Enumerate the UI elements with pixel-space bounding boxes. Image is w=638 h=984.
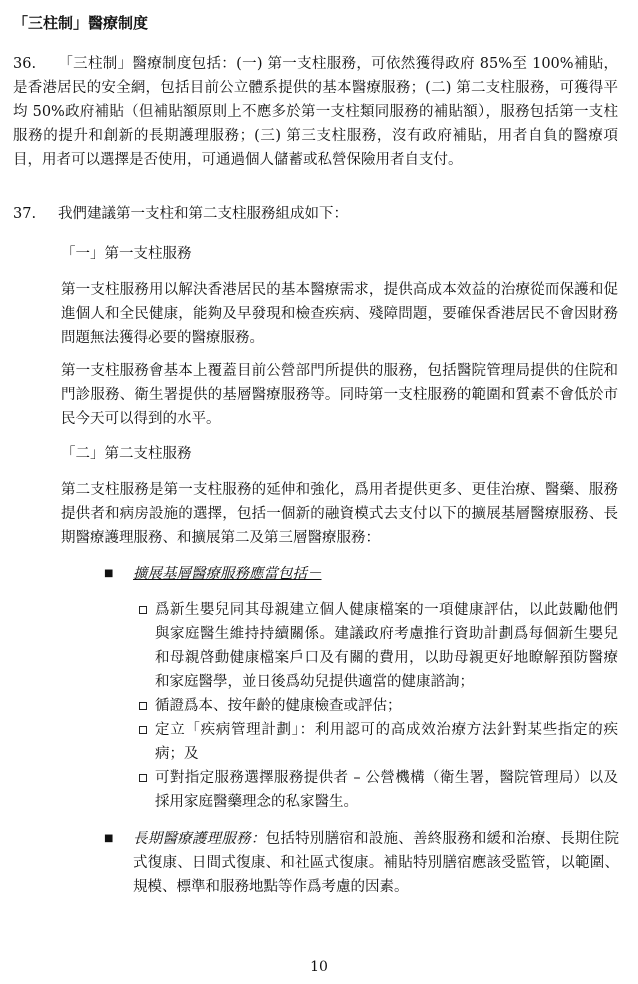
pillar-one-paragraph-2: 第一支柱服務會基本上覆蓋目前公營部門所提供的服務，包括醫院管理局提供的住院和門診服務、衛生署提供的基層醫療服務等。同時第一支柱服務的範圍和質素不會低於市民今天可以得到的水平。 [61,363,618,427]
checkbox-square-icon [139,606,147,614]
bullet-square-icon: ■ [104,568,114,579]
paragraph-number: 37. [13,206,37,222]
page-number: 10 [310,959,328,975]
checkbox-square-icon [139,774,147,782]
bullet-label: 擴展基層醫療服務應當包括－ [133,566,322,582]
bullet-long-term-care [104,827,619,899]
bullet-square-icon: ■ [104,833,114,844]
paragraph-text: 我們建議第一支柱和第二支柱服務組成如下： [58,206,348,222]
pillar-one-title: 「一」第一支柱服務 [61,246,192,262]
list-item-text: 循證爲本、按年齡的健康檢查或評估； [155,698,402,714]
list-item-text: 可對指定服務選擇服務提供者 – 公營機構（衛生署，醫院管理局）以及採用家庭醫藥理念的私家醫生。 [155,770,618,810]
pillar-two-title: 「二」第二支柱服務 [61,446,192,462]
section-heading: 「三柱制」醫療制度 [13,14,149,32]
list-item-text: 爲新生嬰兒同其母親建立個人健康檔案的一項健康評估，以此鼓勵他們與家庭醫生維持持續關係。建議政府考慮推行資助計劃爲每個新生嬰兒和母親啓動健康檔案戶口及有關的費用，以助母親更好地瞭解預防醫療和家庭醫學，並日後爲幼兒提供適當的健康諮詢； [155,602,618,690]
list-item-text: 定立「疾病管理計劃」：利用認可的高成效治療方法針對某些指定的疾病；及 [155,722,618,762]
paragraph-37 [13,202,618,226]
pillar-one-paragraph-1: 第一支柱服務用以解決香港居民的基本醫療需求，提供高成本效益的治療從而保護和促進個人和全民健康，能夠及早發現和檢查疾病、殘障問題，要確保香港居民不會因財務問題無法獲得必要的醫療服務。 [61,282,618,346]
list-item [139,718,618,766]
list-item [139,598,618,694]
bullet-text: 包括特別膳宿和設施、善終服務和緩和治療、長期住院式復康、日間式復康、和社區式復康。補貼特別膳宿應該受監管，以範圍、規模、標準和服務地點等作爲考慮的因素。 [133,831,619,895]
bullet-primary-care [104,562,619,586]
paragraph-36 [13,52,618,172]
paragraph-number: 36. [13,56,37,72]
bullet-label: 長期醫療護理服務： [133,831,266,847]
pillar-two-paragraph-1: 第二支柱服務是第一支柱服務的延伸和強化，爲用者提供更多、更佳治療、醫藥、服務提供者和病房設施的選擇，包括一個新的融資模式去支付以下的擴展基層醫療服務、長期醫療護理服務、和擴展第二及第三層醫療服務： [61,482,618,546]
paragraph-text: 「三柱制」醫療制度包括：(一) 第一支柱服務，可依然獲得政府 85%至 100%補貼，是香港居民的安全網，包括目前公立體系提供的基本醫療服務；(二) 第二支柱服務，可獲得平均 50%政府補貼（但補貼額原則上不應多於第一支柱類同服務的補貼額），服務包括第一支柱服務的提升和創新的長期護理服務；(三) 第三支柱服務，沒有政府補貼，用者自負的醫療項目，用者可以選擇是否使用，可通過個人儲蓄或私營保險用者自支付。 [13,56,618,168]
primary-care-list [139,598,618,814]
list-item [139,694,618,718]
checkbox-square-icon [139,702,147,710]
list-item [139,766,618,814]
checkbox-square-icon [139,726,147,734]
